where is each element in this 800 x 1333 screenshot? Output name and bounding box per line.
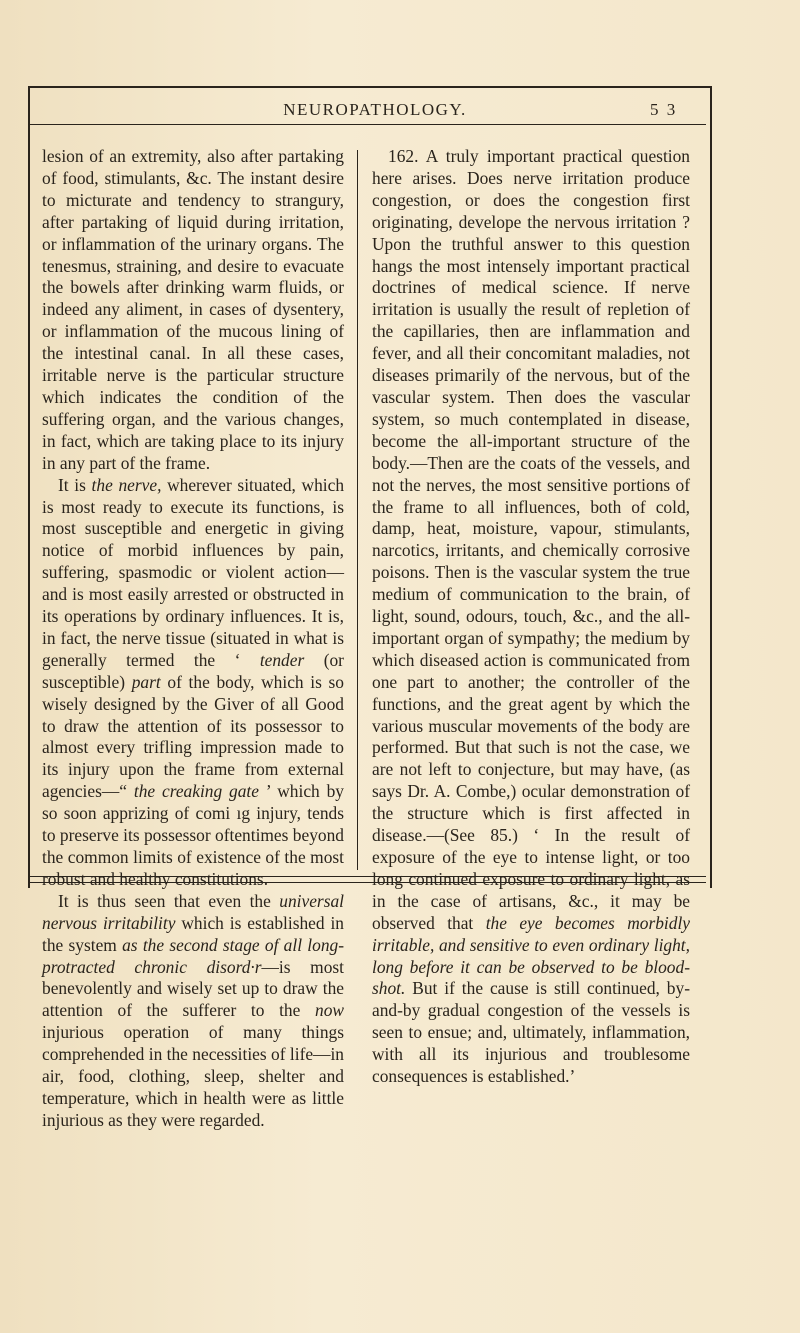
italic-text: tender <box>259 649 305 670</box>
text-segment: lesion of an extremity, also after partaking of food, stimulants, &c. The instant desire to micturate and tendency to strangury, after partaking of liquid during irritation, or inflammation of the urinary organs. The tenesmus, straining, and desire to evacuate the bowels after drinking warm fluids, or indeed any aliment, in cases of dysentery, or inflammation of the mucous lining of the intestinal canal. In all these cases, irritable nerve is the particular structure which indicates the condition of the suffering organ, and the various changes, in fact, which are taking place to its injury in any part of the frame. <box>42 146 344 473</box>
italic-text: now <box>315 1000 344 1021</box>
paragraph <box>42 891 344 1132</box>
page-number: 5 3 <box>650 100 678 119</box>
text-segment: ’ which by so soon apprizing of comi ıg injury, tends to preserve its possessor oftentimes beyond the common limits of existence of the most robust and healthy constitutions. <box>42 781 345 889</box>
header-rule <box>30 124 706 125</box>
paragraph <box>372 146 690 1088</box>
text-segment: injurious operation of many things comprehended in the necessities of life—in air, food, clothing, sleep, shelter and temperature, which in health were as little injurious as they were regarded. <box>42 1022 344 1130</box>
footer-rule <box>30 876 706 877</box>
footer-rule-double <box>30 882 706 883</box>
paragraph <box>42 146 344 475</box>
running-title: NEUROPATHOLOGY. <box>283 100 467 119</box>
italic-text: the creaking gate <box>133 781 259 802</box>
left-column <box>42 146 344 1132</box>
text-segment: It is <box>58 474 92 495</box>
text-segment: But if the cause is still continued, by-and-by gradual congestion of the vessels is seen to ensue; and, ultimately, inflammation, with all its injurious and troublesome consequences is established.’ <box>372 978 690 1087</box>
text-segment: wherever situated, which is most ready to execute its functions, is most susceptible and energetic in giving notice of morbid influences by pain, suffering, spasmodic or violent action—and is most easily arrested or obstructed in its operations by ordinary influences. It is, in fact, the nerve tissue (situated in what is generally termed the ‘ <box>42 474 345 670</box>
text-segment: It is thus seen that even the <box>58 890 280 911</box>
italic-text: as the second stage of all long-protracted chronic disord·r <box>42 934 345 977</box>
text-segment: (or susceptible) <box>42 649 344 692</box>
text-segment: of the body, which is so wisely designed by the Giver of all Good to draw the attention of its possessor to almost every trifling impression made to its injury upon the frame from external agencies—“ <box>42 671 344 802</box>
text-segment: 162. A truly important practical question here arises. Does nerve irritation produce congestion, or does the congestion first originating, develope the nervous irritation ? Upon the truthful answer to this question hangs the most intensely important practical doctrines of medical science. If nerve irritation is usually the result of repletion of the capillaries, then are inflammation and fever, and all their concomitant maladies, not diseases primarily of the nervous, but of the vascular system. Then does the vascular system, so much contemplated in disease, become the all-important structure of the body.—Then are the coats of the vessels, and not the nerves, the most sensitive portions of the frame to all influences, both of cold, damp, heat, moisture, vapour, stimulants, narcotics, irritants, and chemically corrosive poisons. Then is the vascular system the true medium of communication to the brain, of light, sound, odours, touch, &c., and the all-important organ of sympathy; the medium by which diseased action is communicated from one part to another; the controller of the functions, and the great agent by which the various muscular movements of the body are performed. But that such is not the case, we are not left to conjecture, but may have, (as says Dr. A. Combe,) ocular demonstration of the structure which is first affected in disease.—(See 85.) ‘ In the result of exposure of the eye to intense light, or too long continued exposure to ordinary light, as in the case of artisans, &c., it may be observed that <box>372 146 690 933</box>
paragraph <box>42 475 344 891</box>
text-segment: which is established in the system <box>42 912 345 955</box>
column-divider <box>357 150 358 870</box>
right-column <box>372 146 690 1088</box>
italic-text: universal nervous irritability <box>42 890 344 933</box>
italic-text: part <box>131 671 161 692</box>
italic-text: the nerve, <box>91 474 162 495</box>
text-segment: —is most benevolently and wisely set up to draw the attention of the sufferer to the <box>42 956 344 1021</box>
italic-text: the eye becomes morbidly irritable, and sensitive to even ordinary light, long before it can be observed to be blood-shot. <box>372 912 690 999</box>
